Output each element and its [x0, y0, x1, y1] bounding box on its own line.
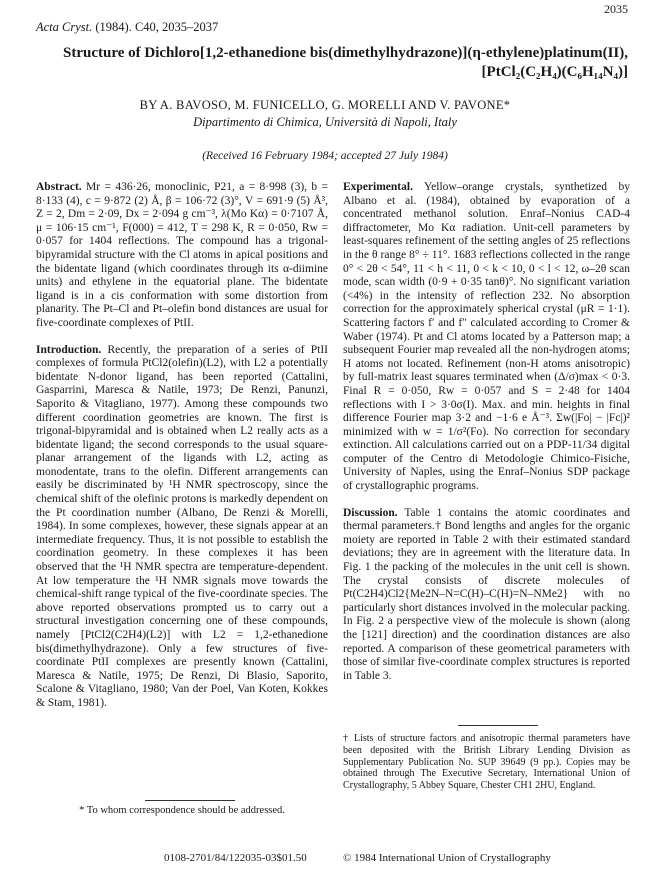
discussion-heading: Discussion. — [343, 506, 398, 519]
title-line-2: [PtCl₂(C₂H₄)(C₆H₁₄N₄)] — [481, 64, 628, 80]
discussion-section — [343, 507, 630, 684]
footnote-divider-right — [458, 725, 538, 726]
right-column — [343, 181, 630, 683]
authors: BY A. BAVOSO, M. FUNICELLO, G. MORELLI AND V. PAVONE* — [139, 98, 511, 112]
paper-title — [30, 44, 628, 82]
affiliation: Dipartimento di Chimica, Università di Napoli, Italy — [193, 115, 457, 129]
experimental-section — [343, 181, 630, 494]
deposition-footnote: † Lists of structure factors and anisotropic thermal parameters have been deposited with the British Library Lending Division as Supplementary Publication No. SUP 39649 (9 pp.). Copies may be obtained through The Executive Secretary, International Union of Crystallography, 5 Abbey Square, Chester CH1 2HU, England. — [343, 733, 630, 792]
journal-year-volume: (1984). C40, 2035–2037 — [95, 20, 219, 34]
journal-reference — [36, 20, 218, 35]
received-dates: (Received 16 February 1984; accepted 27 July 1984) — [202, 150, 448, 162]
introduction-section — [36, 344, 328, 711]
correspondence-footnote: * To whom correspondence should be addressed. — [79, 805, 285, 816]
experimental-text: Yellow–orange crystals, synthetized by Albano et al. (1984), obtained by evaporation of a concentrated methanol solution. Enraf–Nonius CAD-4 diffractometer, Mo Kα radiation. Unit-cell parameters by least-squares refinement of the setting angles of 25 reflections in the θ range 8° ÷ 11°. 1683 reflections collected in the range 0° < 2θ < 54°, 11 < h < 11, 0 < k < 10, 0 < l < 12, ω–2θ scan mode, scan width (0·9 + 0·35 tanθ)°. No significant variation (<4%) in the intensity of reflection 232. No absorption correction for the approximately spherical crystal (μR = 1·1). Scattering factors f′ and f″ calculated according to Cromer & Waber (1974). Pt and Cl atoms located by a Patterson map; a subsequent Fourier map revealed all the non-hydrogen atoms; H atoms not located. Refinement (non-H atoms anisotropic) by full-matrix least squares terminated when (Δ/σ)max < 0·3. Final R = 0·050, Rw = 0·057 and S = 2·48 for 1404 reflections with I > 3·0σ(I). Max. and min. heights in final difference Fourier map 3·2 and −1·6 e Å⁻³. Σw(|Fo| − |Fc|)² minimized with w = 1/σ²(Fo). No correction for secondary extinction. All calculations carried out on a PDP-11/34 digital computer of the Centro di Metodologie Chimico-Fisiche, University of Naples, using the Enraf–Nonius SDP package of crystallographic programs. — [343, 181, 631, 493]
experimental-heading: Experimental. — [343, 181, 413, 193]
copyright-notice: © 1984 International Union of Crystallography — [343, 852, 551, 864]
abstract-heading: Abstract. — [36, 181, 82, 193]
discussion-text: Table 1 contains the atomic coordinates and thermal parameters.† Bond lengths and angles for the organic moiety are reported in Table 2 with their estimated standard deviations; they are in agreement with the literature data. In Fig. 1 the packing of the molecules in the unit cell is shown. The crystal consists of discrete molecules of Pt(C2H4)Cl2{Me2N–N=C(H)–C(H)=N–NMe2} with no particularly short distances involved in the molecular packing. In Fig. 2 a perspective view of the molecule is shown (along the [121] direction) and the coordination distances are also reported. A comparison of these geometrical parameters with those of similar five-coordinate complex structures is reported in Table 3. — [343, 506, 630, 682]
introduction-heading: Introduction. — [36, 343, 102, 356]
abstract-section — [36, 181, 328, 331]
page-number: 2035 — [604, 2, 628, 16]
footnote-divider-left — [145, 800, 235, 801]
title-line-1: Structure of Dichloro[1,2-ethanedione bis(dimethylhydrazone)](η-ethylene)platinum(II), — [62, 45, 628, 61]
left-column — [36, 181, 328, 711]
journal-name: Acta Cryst. — [36, 20, 93, 34]
abstract-text: Mr = 436·26, monoclinic, P21, a = 8·998 (3), b = 8·133 (4), c = 9·872 (2) Å, β = 106·72 (3)°, V = 691·9 (5) Å³, Z = 2, Dm = 2·09, Dx = 2·094 g cm⁻³, λ(Mo Kα) = 0·7107 Å, μ = 106·15 cm⁻¹, F(000) = 412, T = 298 K, R = 0·050, Rw = 0·057 for 1404 reflections. The compound has a trigonal-bipyramidal structure with the Cl atoms in apical positions and the bidentate ligand (which coordinates through its α-diimine units) and ethylene in the equatorial plane. The bidentate ligand is in a cis conformation with some distortion from planarity. The Pt–Cl and Pt–olefin bond distances are usual for five-coordinate complexes of PtII. — [36, 181, 329, 329]
introduction-text: Recently, the preparation of a series of PtII complexes of formula PtCl2(olefin)(L2), with L2 a potentially bidentate N-donor ligand, has been reported (Cattalini, Gasparrini, Maresca & Natile, 1973; De Renzi, Panunzi, Saporito & Vitagliano, 1977). Among these compounds two different coordination geometries are known. The first is trigonal-bipyramidal and is obtained when L2 really acts as a bidentate ligand; the second corresponds to the usual square-planar arrangement of the ligands with L2, acting as monodentate, trans to the olefin. Different arrangements can easily be discriminated by ¹H NMR spectroscopy, since the chemical shift of the olefinic protons is markedly dependent on the Pt coordination number (Albano, De Renzi & Morelli, 1984). In some complexes, however, these signals appear at an intermediate frequency. Thus, it is not possible to establish the coordination geometry. In these complexes it has been observed that the ¹H NMR spectra are temperature-dependent. At low temperature the ¹H NMR signals move towards the chemical-shift range typical of the five-coordinate species. The above reported observations prompted us to carry out a structural investigation concerning one of these compounds, namely [PtCl2(C2H4)(L2)] with L2 = 1,2-ethanedione bis(dimethylhydrazone). Only a few structures of five-coordinate PtII complexes are presently known (Cattalini, Maresca & Natile, 1975; De Renzi, Di Blasio, Saporito, Scalone & Vitagliano, 1980; Van der Poel, Van Koten, Kokkes & Stam, 1981). — [36, 343, 328, 709]
issn-code: 0108-2701/84/122035-03$01.50 — [164, 852, 307, 864]
